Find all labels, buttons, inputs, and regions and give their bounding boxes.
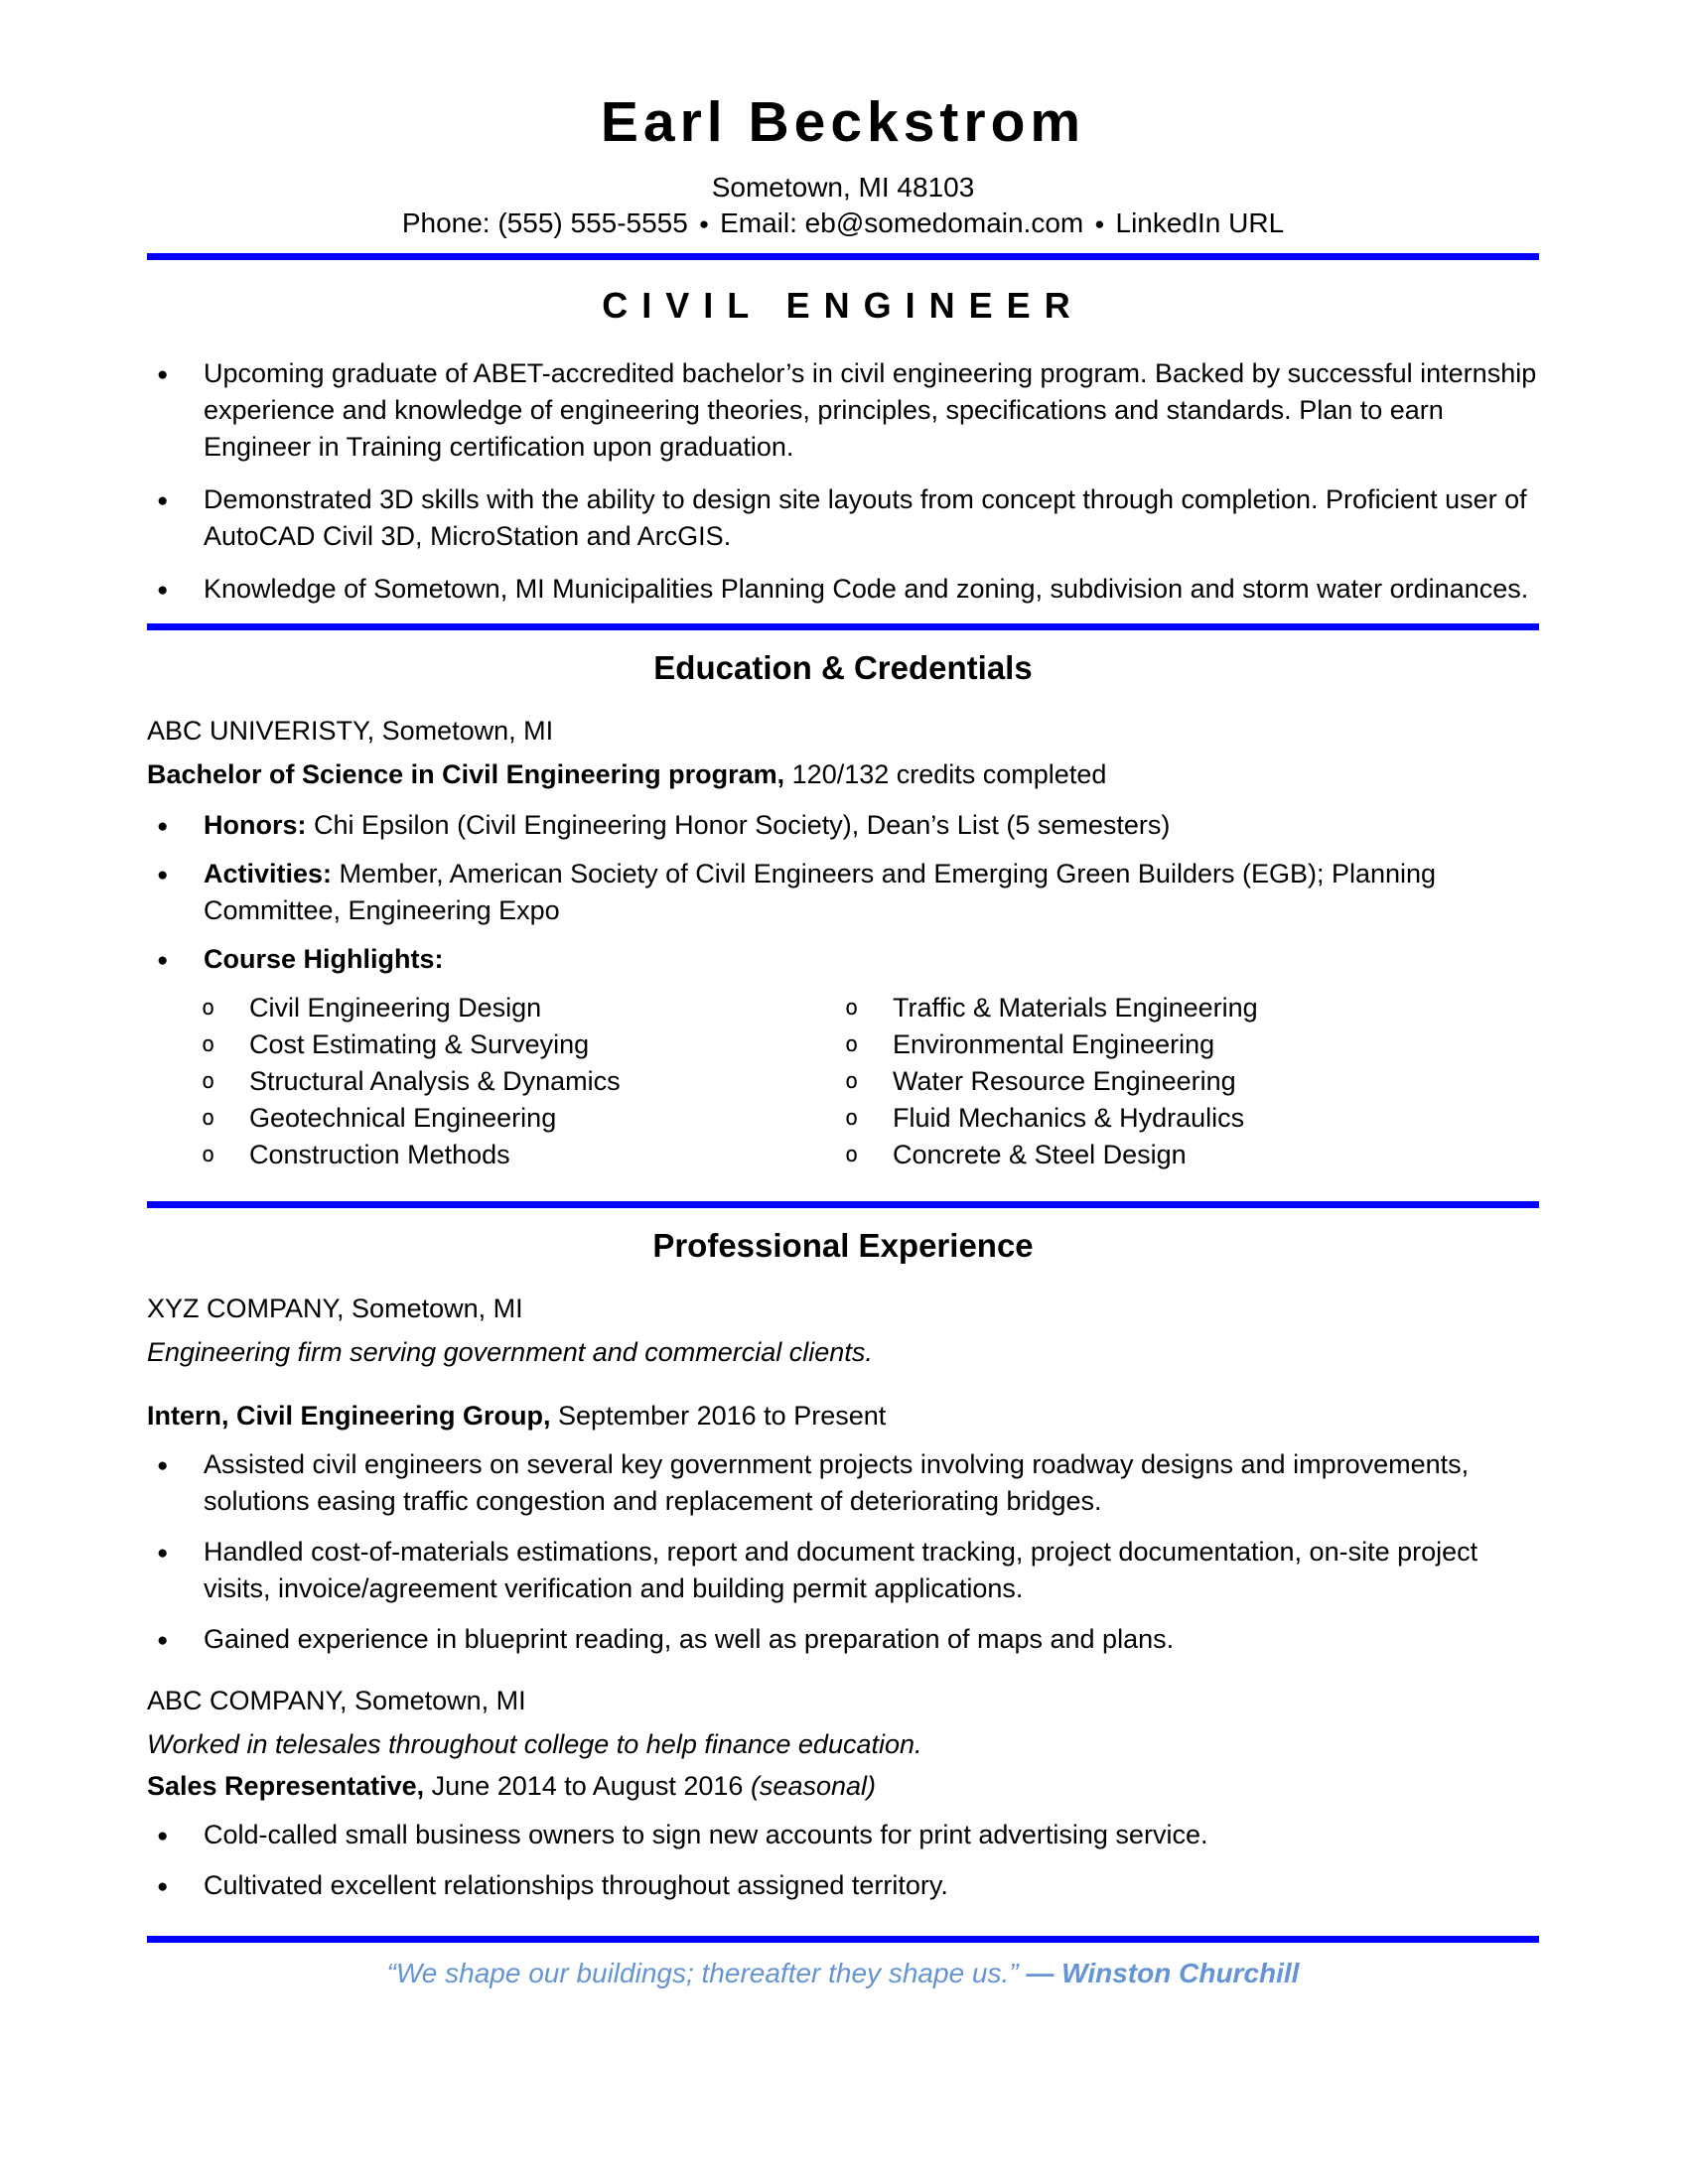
summary-bullet: ● Demonstrated 3D skills with the ability to design site layouts from concept through completion. Proficient user of AutoCAD Civil 3D, MicroStation and ArcGIS. [147,481,1539,555]
course-item: o Civil Engineering Design [147,990,790,1026]
degree-credits: 120/132 credits completed [784,759,1107,789]
course-item: o Traffic & Materials Engineering [790,990,1258,1026]
degree-line [147,757,1539,791]
job-bullet: ● Assisted civil engineers on several key government projects involving roadway designs and improvements, solutions easing traffic congestion and replacement of deteriorating bridges. [147,1446,1539,1520]
bullet-separator-icon: ● [698,214,710,233]
course-item: o Water Resource Engineering [790,1063,1258,1100]
course-item: o Structural Analysis & Dynamics [147,1063,790,1100]
role-dates: September 2016 to Present [550,1401,887,1431]
education-bullet-list [147,807,1539,978]
company-line: ABC COMPANY, Sometown, MI [147,1686,526,1715]
course-item: o Cost Estimating & Surveying [147,1026,790,1063]
honors-text: Chi Epsilon (Civil Engineering Honor Society), Dean’s List (5 semesters) [306,810,1171,840]
education-divider-rule [147,623,1539,630]
footer-divider-rule [147,1936,1539,1943]
job-bullet: ● Handled cost-of-materials estimations, report and document tracking, project documentation, on-site project visits, invoice/agreement verification and building permit applications. [147,1534,1539,1607]
company-description: Worked in telesales throughout college to help finance education. [147,1729,922,1759]
course-highlights-bullet [147,941,1539,978]
course-item: o Concrete & Steel Design [790,1137,1258,1173]
job-bullet: ● Gained experience in blueprint reading, as well as preparation of maps and plans. [147,1621,1539,1658]
honors-bullet [147,807,1539,844]
role-note: (seasonal) [750,1771,876,1801]
course-item: o Construction Methods [147,1137,790,1173]
summary-bullet-list [147,355,1539,608]
job-title-heading: CIVIL ENGINEER [602,285,1084,326]
job-bullet-list [147,1817,1539,1904]
footer-quote [147,1957,1539,1990]
education-section-heading: Education & Credentials [653,649,1033,686]
course-item: o Fluid Mechanics & Hydraulics [790,1100,1258,1137]
course-list-right [790,990,1258,1173]
course-highlights-columns [147,990,1539,1173]
role-name: Intern, Civil Engineering Group, [147,1401,551,1431]
quote-text: “We shape our buildings; thereafter they shape us.” [386,1958,1027,1988]
activities-text: Member, American Society of Civil Engineers and Emerging Green Builders (EGB); Planning Committee, Engineering Expo [204,859,1437,925]
role-line [147,1399,1539,1433]
job-bullet: ● Cultivated excellent relationships throughout assigned territory. [147,1867,1539,1904]
activities-label: Activities: [204,859,333,888]
course-highlights-label: Course Highlights: [204,944,444,974]
bullet-separator-icon: ● [1094,214,1105,233]
phone-text: Phone: (555) 555-5555 [401,207,688,238]
course-list-left [147,990,790,1173]
email-text: Email: eb@somedomain.com [720,207,1084,238]
role-dates: June 2014 to August 2016 [424,1771,751,1801]
linkedin-text: LinkedIn URL [1115,207,1285,238]
experience-section-heading: Professional Experience [652,1227,1034,1264]
course-item: o Environmental Engineering [790,1026,1258,1063]
role-line [147,1769,1539,1803]
experience-divider-rule [147,1201,1539,1208]
page-title: Earl Beckstrom [600,90,1086,154]
job-bullet: ● Cold-called small business owners to sign new accounts for print advertising service. [147,1817,1539,1853]
company-line: XYZ COMPANY, Sometown, MI [147,1294,523,1323]
quote-attribution: — Winston Churchill [1026,1958,1300,1988]
honors-label: Honors: [204,810,307,840]
degree-name: Bachelor of Science in Civil Engineering program, [147,759,785,789]
header-divider-rule [147,253,1539,260]
role-name: Sales Representative, [147,1771,425,1801]
summary-bullet: ● Knowledge of Sometown, MI Municipalities Planning Code and zoning, subdivision and storm water ordinances. [147,571,1539,608]
job-bullet-list [147,1446,1539,1658]
summary-bullet: ● Upcoming graduate of ABET-accredited bachelor’s in civil engineering program. Backed by successful internship experience and knowledge of engineering theories, principles, specifications and standards. Plan to earn Engineer in Training certification upon graduation. [147,355,1539,466]
course-item: o Geotechnical Engineering [147,1100,790,1137]
company-description: Engineering firm serving government and commercial clients. [147,1337,873,1367]
school-line: ABC UNIVERISTY, Sometown, MI [147,716,554,746]
activities-bullet [147,856,1539,929]
location-line: Sometown, MI 48103 [711,172,975,203]
contact-line [147,206,1539,241]
